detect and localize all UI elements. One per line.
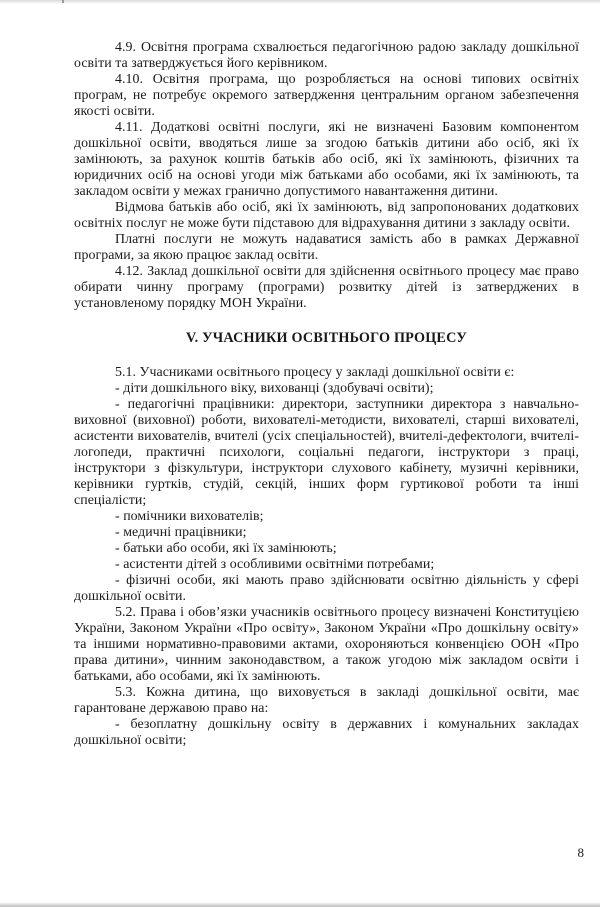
list-item-children: - діти дошкільного віку, вихованці (здобувачі освіти);	[115, 381, 434, 396]
paragraph-5-1: 5.1. Учасниками освітнього процесу у закладі дошкільної освіти є:	[115, 365, 515, 380]
paragraph-4-9: 4.9. Освітня програма схвалюється педагогічною радою закладу дошкільної освіти та затверджується його керівником.	[74, 40, 579, 71]
list-item-child-assistants: - асистенти дітей з особливими освітніми потребами;	[115, 557, 435, 572]
scan-edge-bottom	[0, 902, 600, 907]
paragraph-5-2: 5.2. Права і обов’язки учасників освітнього процесу визначені Конституцією України, Законом України «Про освіту», Законом України «Про дошкільну освіту» та іншими нормативно-правовими актами, охороняються конвенцією ООН «Про права дитини», чинним законодавством, а також угодою між закладом освіти і батьками, або особами, які їх замінюють.	[74, 605, 579, 684]
paragraph-refusal: Відмова батьків або осіб, які їх замінюють, від запропонованих додаткових освітніх послуг не може бути підставою для відрахування дитини з закладу освіти.	[74, 200, 579, 231]
paragraph-4-11: 4.11. Додаткові освітні послуги, які не визначені Базовим компонентом дошкільної освіти, вводяться лише за згодою батьків дитини або осіб, які їх замінюють, за рахунок коштів батьків або осіб, які їх замінюють, фізичних та юридичних осіб на основі угоди між батьками або особами, які їх замінюють, та закладом освіти у межах гранично допустимого навантаження дитини.	[74, 120, 579, 199]
list-item-parents: - батьки або особи, які їх замінюють;	[115, 541, 337, 556]
page-number: 8	[577, 845, 584, 860]
list-item-individuals: - фізичні особи, які мають право здійснювати освітню діяльність у сфері дошкільної освіти.	[74, 573, 579, 604]
section-title: V. УЧАСНИКИ ОСВІТНЬОГО ПРОЦЕСУ	[186, 330, 467, 346]
scan-mark	[62, 0, 64, 3]
paragraph-4-10: 4.10. Освітня програма, що розробляється на основі типових освітніх програм, не потребує окремого затвердження центральним органом забезпечення якості освіти.	[74, 72, 579, 119]
paragraph-paid-services: Платні послуги не можуть надаватися замість або в рамках Державної програми, за якою працює заклад освіти.	[74, 232, 579, 263]
list-item-medical-staff: - медичні працівники;	[115, 525, 247, 540]
list-item-free-education: - безоплатну дошкільну освіту в державних і комунальних закладах дошкільної освіти;	[74, 717, 579, 748]
scan-edge-top	[0, 0, 600, 4]
list-item-assistant-educators: - помічники вихователів;	[115, 509, 264, 524]
paragraph-5-3: 5.3. Кожна дитина, що виховується в закладі дошкільної освіти, має гарантоване державою право на:	[74, 685, 579, 716]
paragraph-4-12: 4.12. Заклад дошкільної освіти для здійснення освітнього процесу має право обирати чинну програму (програми) розвитку дітей із затверджених в установленому порядку МОН України.	[74, 264, 579, 311]
list-item-pedagogical-staff: - педагогічні працівники: директори, заступники директора з навчально-виховної (виховної) роботи, вихователі-методисти, вихователі, старші вихователі, асистенти вихователів, вчителі (усіх спеціальностей), вчителі-дефектологи, вчителі-логопеди, практичні психологи, соціальні педагоги, інструктори з праці, інструктори з фізкультури, інструктори слухового кабінету, музичні керівники, керівники гуртків, студій, секцій, інших форм гуртикової роботи та інші спеціалісти;	[74, 397, 579, 508]
document-body	[74, 40, 579, 749]
